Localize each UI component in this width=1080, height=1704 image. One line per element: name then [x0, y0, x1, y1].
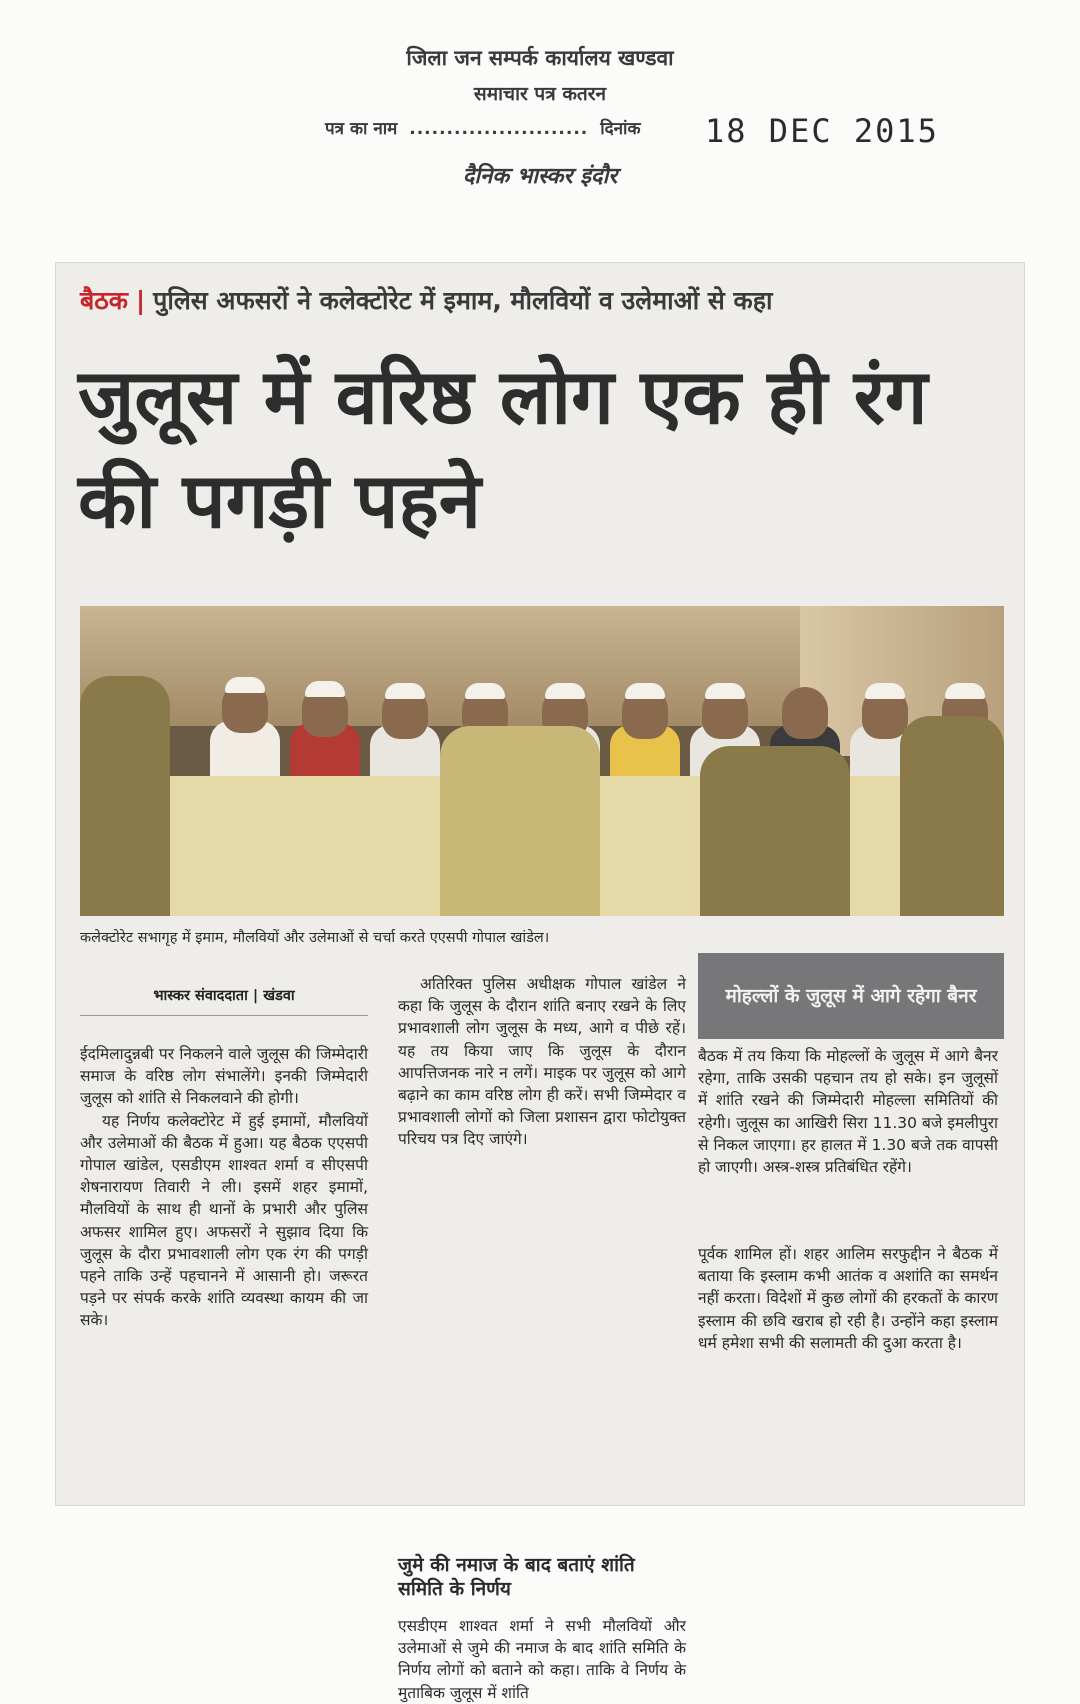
- column-1: [80, 1043, 368, 1332]
- photo-officer-right: [700, 746, 850, 916]
- column-2-continued: [398, 1615, 686, 1704]
- stamp-paper-row: [325, 116, 641, 139]
- box-heading-text: मोहल्लों के जुलूस में आगे रहेगा बैनर: [725, 985, 977, 1007]
- stamp-office-name: जिला जन सम्पर्क कार्यालय खण्डवा: [406, 46, 674, 70]
- byline: भास्कर संवाददाता | खंडवा: [80, 985, 368, 1016]
- column-3-continued: [698, 1243, 998, 1354]
- kicker-text: पुलिस अफसरों ने कलेक्टोरेट में इमाम, मौलवियों व उलेमाओं से कहा: [153, 286, 773, 315]
- kicker-tag: बैठक: [80, 286, 129, 315]
- kicker-divider: |: [136, 286, 146, 315]
- kicker: [80, 283, 772, 317]
- photo-caption: कलेक्टोरेट सभागृह में इमाम, मौलवियों और उलेमाओं से चर्चा करते एएसपी गोपाल खांडेल।: [80, 930, 550, 946]
- meeting-photo: [80, 606, 1004, 916]
- sidebar-box-body: [698, 1045, 998, 1178]
- newspaper-clipping: [55, 262, 1025, 1702]
- photo-officer-center: [440, 726, 600, 916]
- stamp-subtitle: समाचार पत्र कतरन: [473, 83, 607, 105]
- subheading-friday-prayer: जुमे की नमाज के बाद बताएं शांति समिति के निर्णय: [398, 1554, 635, 1600]
- box-body-paragraph: बैठक में तय किया कि मोहल्लों के जुलूस में आगे बैनर रहेगा, ताकि उसकी पहचान तय हो सके। इन जुलूसों में शांति रखने की जिम्मेदारी मोहल्ला समितियों की रहेगी। जुलूस का आखिरी सिरा 11.30 बजे इमलीपुरा से निकल जाएगा। हर हालत में 1.30 बजे तक वापसी हो जाएगी। अस्त्र-शस्त्र प्रतिबंधित रहेंगे।: [698, 1047, 998, 1177]
- col1-paragraph-2: यह निर्णय कलेक्टोरेट में हुई इमामों, मौलवियों और उलेमाओं की बैठक में हुआ। यह बैठक एएसपी गोपाल खांडेल, एसडीएम शाश्वत शर्मा व सीएसपी शेषनारायण तिवारी ने ली। इसमें शहर इमामों, मौलवियों के साथ ही थानों के प्रभारी और पुलिस अफसर शामिल हुए। अफसरों ने सुझाव दिया कि जुलूस के दौरा प्रभावशाली लोग एक रंग की पगड़ी पहने ताकि उन्हें पहचानने में आसानी हो। जरूरत पड़ने पर संपर्क करके शांति व्यवस्था कायम की जा सके।: [80, 1111, 368, 1330]
- date-label: दिनांक: [600, 119, 641, 139]
- stamp-date: 18 DEC 2015: [705, 112, 939, 150]
- paper-name-blank: ........................: [409, 119, 589, 139]
- stamp-newspaper-name: दैनिक भास्कर इंदौर: [462, 164, 618, 189]
- col2-paragraph: अतिरिक्त पुलिस अधीक्षक गोपाल खांडेल ने कहा कि जुलूस के दौरान शांति बनाए रखने के लिए प्रभावशाली लोग जुलूस के मध्य, आगे व पीछे रहें। यह तय किया जाए कि जुलूस के दौरान आपत्तिजनक नारे न लगें। माइक पर जुलूस को आगे बढ़ाने का काम वरिष्ठ लोग ही करें। सभी जिम्मेदार व प्रभावशाली लोगों को जिला प्रशासन द्वारा फोटोयुक्त परिचय पत्र दिए जाएंगे।: [398, 975, 686, 1149]
- col1-paragraph-1: ईदमिलादुन्नबी पर निकलने वाले जुलूस की जिम्मेदारी समाज के वरिष्ठ लोग संभालेंगे। इनकी जिम्मेदारी जुलूस को शांति से निकलवाने की होगी।: [80, 1045, 368, 1108]
- headline: जुलूस में वरिष्ठ लोग एक ही रंग की पगड़ी पहने: [78, 352, 928, 545]
- col3b-paragraph: पूर्वक शामिल हों। शहर आलिम सरफुद्दीन ने बैठक में बताया कि इस्लाम कभी आतंक व अशांति का समर्थन नहीं करता। विदेशों में कुछ लोगों की हरकतों के कारण इस्लाम की छवि खराब हो रही है। उन्होंने कहा इस्लाम धर्म हमेशा सभी की सलामती की दुआ करता है।: [698, 1245, 998, 1352]
- photo-officer-left: [80, 676, 170, 916]
- photo-officer-far-right: [900, 716, 1004, 916]
- paper-name-label: पत्र का नाम: [325, 119, 398, 139]
- sidebar-box-heading: [698, 953, 1004, 1039]
- col2b-paragraph: एसडीएम शाश्वत शर्मा ने सभी मौलवियों और उलेमाओं से जुमे की नमाज के बाद शांति समिति के निर्णय लोगों को बताने को कहा। ताकि वे निर्णय के मुताबिक जुलूस में शांति: [398, 1617, 686, 1702]
- column-2: [398, 973, 686, 1151]
